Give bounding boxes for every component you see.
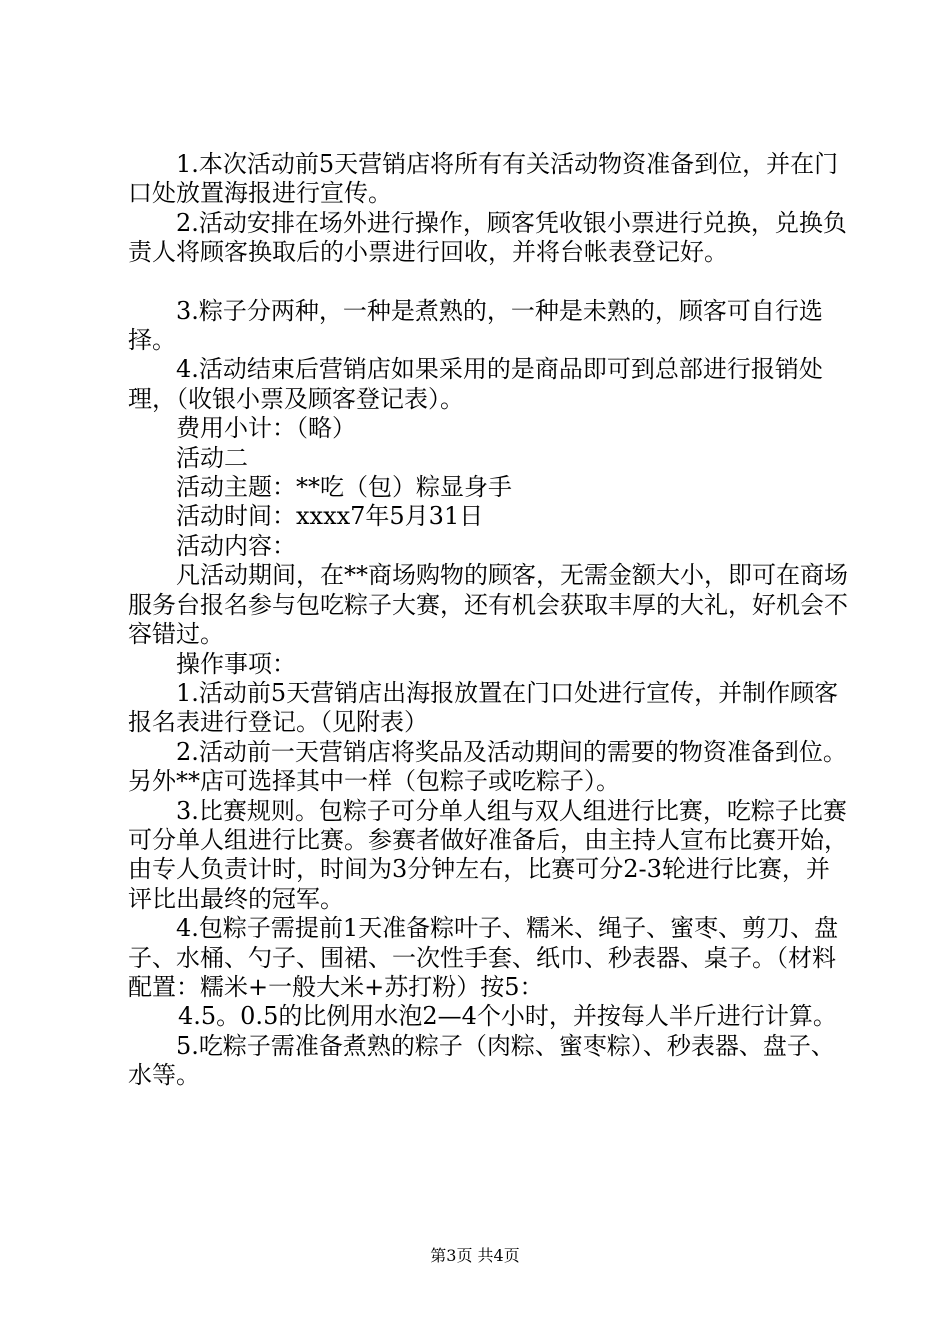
operation-item-1: 1.活动前5天营销店出海报放置在门口处进行宣传，并制作顾客报名表进行登记。（见附表） — [128, 678, 839, 737]
paragraph-2: 2.活动安排在场外进行操作，顾客凭收银小票进行兑换，兑换负责人将顾客换取后的小票进行回收，并将台帐表登记好。 — [128, 208, 847, 267]
activity-content-text: 凡活动期间，在**商场购物的顾客，无需金额大小，即可在商场服务台报名参与包吃粽子大赛，还有机会获取丰厚的大礼，好机会不容错过。 — [128, 561, 848, 649]
operation-item-5: 5.吃粽子需准备煮熟的粽子（肉粽、蜜枣粽）、秒表器、盘子、水等。 — [128, 1031, 835, 1090]
cost-subtotal: 费用小计：（略） — [176, 414, 356, 443]
activity-time: 活动时间：xxxx7年5月31日 — [176, 502, 484, 531]
operation-items-label: 操作事项： — [176, 649, 296, 678]
paragraph-4: 4.活动结束后营销店如果采用的是商品即可到总部进行报销处理，（收银小票及顾客登记表）。 — [128, 355, 823, 413]
operation-item-3: 3.比赛规则。包粽子可分单人组与双人组进行比赛，吃粽子比赛可分单人组进行比赛。参赛者做好准备后，由主持人宣布比赛开始，由专人负责计时，时间为3分钟左右，比赛可分2-3轮进行比赛，并评比出最终的冠军。 — [128, 796, 848, 913]
paragraph-3: 3.粽子分两种，一种是煮熟的，一种是未熟的，顾客可自行选择。 — [128, 296, 823, 355]
operation-item-2: 2.活动前一天营销店将奖品及活动期间的需要的物资准备到位。另外**店可选择其中一样（包粽子或吃粽子）。 — [128, 737, 847, 796]
operation-item-4: 4.包粽子需提前1天准备粽叶子、糯米、绳子、蜜枣、剪刀、盘子、水桶、勺子、围裙、一次性手套、纸巾、秒表器、桌子。（材料配置：糯米+一般大米+苏打粉）按5： — [128, 914, 839, 1001]
activity-content-label: 活动内容： — [176, 531, 296, 560]
page-footer: 第3页 共4页 — [430, 1246, 520, 1265]
document-body — [128, 150, 848, 1091]
operation-item-4-continued: 4.5。0.5的比例用水泡2—4个小时，并按每人半斤进行计算。 — [178, 1002, 837, 1031]
blank-line — [128, 268, 848, 297]
activity-two-heading: 活动二 — [176, 443, 248, 472]
paragraph-1: 1.本次活动前5天营销店将所有有关活动物资准备到位，并在门口处放置海报进行宣传。 — [128, 150, 839, 208]
activity-theme: 活动主题：**吃（包）粽显身手 — [176, 473, 512, 502]
